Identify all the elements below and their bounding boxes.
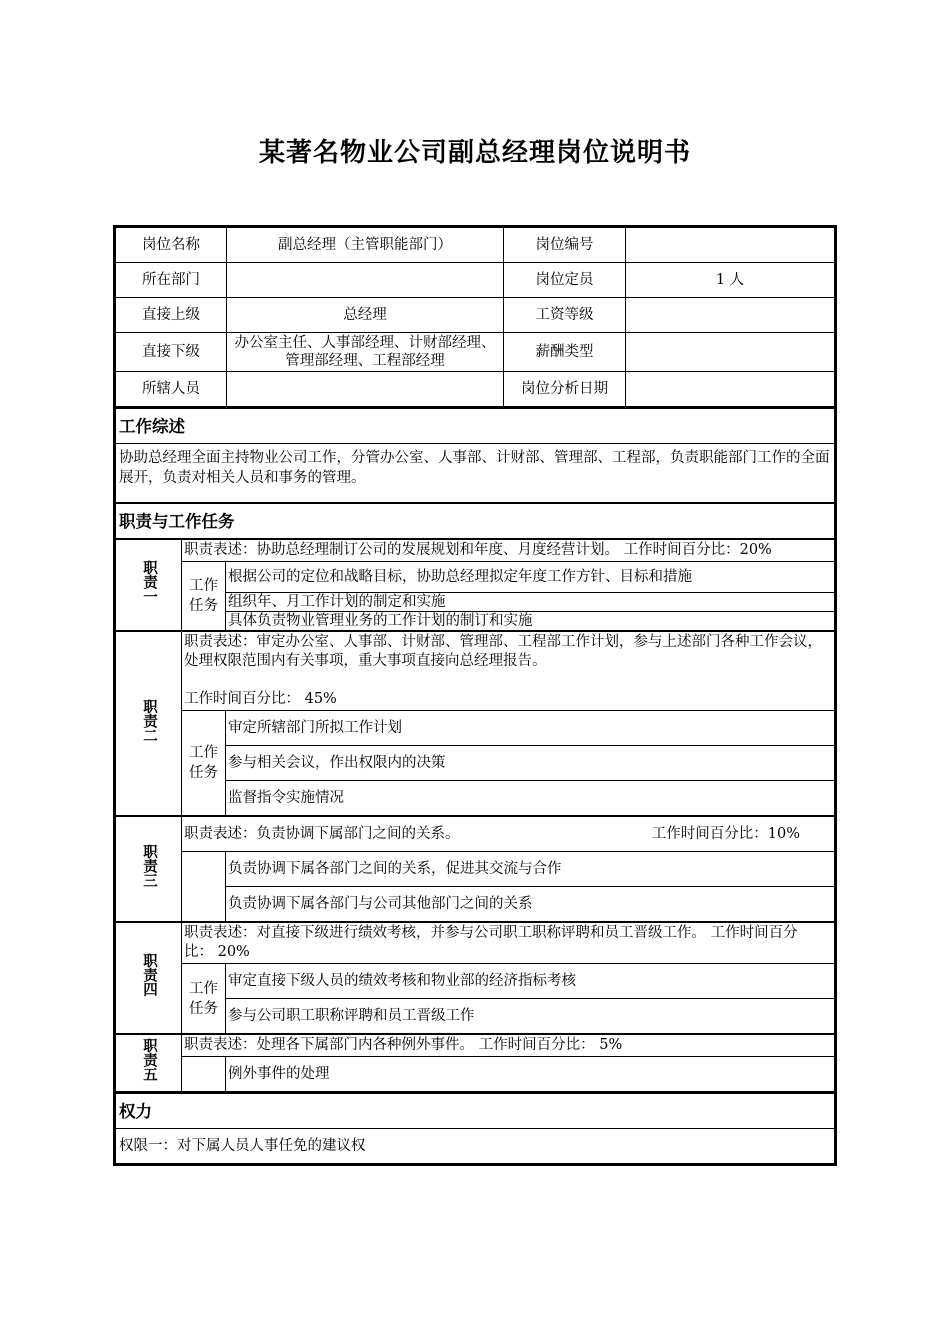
duty-2-time-label: 工作时间百分比：	[184, 691, 300, 707]
subordinates-label: 直接下级	[116, 333, 227, 372]
duty-1-task-label-text: 工作任务	[189, 578, 218, 614]
headcount-label: 岗位定员	[504, 263, 626, 298]
duty-1-desc-text: 职责表述：协助总经理制订公司的发展规划和年度、月度经营计划。	[184, 542, 619, 558]
superior-label: 直接上级	[116, 298, 227, 333]
position-name-value: 副总经理（主管职能部门）	[227, 228, 504, 263]
duty-3-task-2: 负责协调下属各部门与公司其他部门之间的关系	[226, 887, 835, 923]
duty-2-task-3: 监督指令实施情况	[226, 781, 835, 817]
duty-4-task-1: 审定直接下级人员的绩效考核和物业部的经济指标考核	[226, 964, 835, 999]
duty-2-task-label	[182, 711, 226, 817]
duty-1-task-label	[182, 562, 226, 632]
duty-2-label-text: 职责二	[141, 698, 157, 743]
duty-3-task-1: 负责协调下属各部门之间的关系，促进其交流与合作	[226, 852, 835, 887]
duty-5-label-text: 职责五	[141, 1038, 157, 1082]
duty-4-label	[116, 922, 182, 1034]
duty-4-time-label: 工作时间百分比：	[184, 925, 798, 960]
authority-heading: 权力	[116, 1093, 835, 1129]
duty-5-time-label: 工作时间百分比：	[478, 1037, 595, 1053]
duty-2-spacer	[184, 671, 832, 690]
position-name-label: 岗位名称	[116, 228, 227, 263]
salary-grade-label: 工资等级	[504, 298, 626, 333]
duty-3-desc-text: 职责表述：负责协调下属部门之间的关系。	[184, 825, 460, 842]
department-label: 所在部门	[116, 263, 227, 298]
department-value	[227, 263, 504, 298]
analysis-date-value	[626, 372, 835, 407]
analysis-date-label: 岗位分析日期	[504, 372, 626, 407]
duty-1-task-3: 具体负责物业管理业务的工作计划的制订和实施	[226, 612, 835, 632]
duty-2-time-value: 45%	[304, 691, 337, 707]
duty-1-label	[116, 540, 182, 632]
staff-label: 所辖人员	[116, 372, 227, 407]
duty-1-time-value: 20%	[739, 542, 772, 558]
duty-2-task-1: 审定所辖部门所拟工作计划	[226, 711, 835, 746]
duty-2-description	[182, 631, 835, 711]
duty-5-task-label	[182, 1057, 226, 1092]
document-title: 某著名物业公司副总经理岗位说明书	[258, 138, 691, 168]
duty-3-time	[652, 825, 800, 844]
headcount-value: 1 人	[626, 263, 835, 298]
duty-4-task-label	[182, 964, 226, 1035]
duty-5-label	[116, 1034, 182, 1092]
duty-3-label	[116, 816, 182, 922]
duty-5-time-value: 5%	[599, 1037, 623, 1053]
overview-text: 协助总经理全面主持物业公司工作，分管办公室、人事部、计财部、管理部、工程部，负责职能部门工作的全面展开，负责对相关人员和事务的管理。	[116, 444, 835, 504]
duty-1-label-text: 职责一	[141, 560, 157, 604]
duty-1-time-label: 工作时间百分比：	[623, 542, 740, 558]
position-code-label: 岗位编号	[504, 228, 626, 263]
duty-4-task-label-text: 工作任务	[189, 980, 218, 1017]
duty-2-task-label-text: 工作任务	[189, 745, 218, 781]
duty-3-time-value: 10%	[767, 825, 800, 842]
basic-info-table	[115, 227, 835, 407]
superior-value: 总经理	[227, 298, 504, 333]
overview-heading: 工作综述	[116, 408, 835, 444]
duty-4-time-value: 20%	[217, 944, 250, 960]
salary-grade-value	[626, 298, 835, 333]
duty-3-time-label: 工作时间百分比：	[651, 825, 768, 842]
duty-4-description	[182, 922, 835, 964]
duty-4-desc-text: 职责表述：对直接下级进行绩效考核，并参与公司职工职称评聘和员工晋级工作。	[184, 925, 706, 941]
duty-3-description	[182, 816, 835, 852]
duty-2-task-2: 参与相关会议，作出权限内的决策	[226, 746, 835, 781]
duty-3-label-text: 职责三	[141, 844, 157, 888]
duty-4-task-2: 参与公司职工职称评聘和员工晋级工作	[226, 999, 835, 1035]
duties-heading: 职责与工作任务	[116, 503, 835, 539]
overview-table	[115, 407, 835, 539]
duty-1-task-2: 组织年、月工作计划的制定和实施	[226, 593, 835, 612]
duty-1-description	[182, 540, 835, 562]
authority-table	[115, 1092, 835, 1164]
salary-type-label: 薪酬类型	[504, 333, 626, 372]
position-code-value	[626, 228, 835, 263]
duty-2-desc-text: 职责表述：审定办公室、人事部、计财部、管理部、工程部工作计划，参与上述部门各种工作会议，处理权限范围内有关事项，重大事项直接向总经理报告。	[184, 634, 822, 669]
job-description-form	[113, 225, 837, 1166]
salary-type-value	[626, 333, 835, 372]
duty-2-label	[116, 631, 182, 816]
duty-5-task-1: 例外事件的处理	[226, 1057, 835, 1092]
duty-4-label-text: 职责四	[141, 953, 157, 997]
duty-5-desc-text: 职责表述：处理各下属部门内各种例外事件。	[184, 1037, 474, 1053]
duties-table	[115, 539, 835, 1092]
duty-1-task-1: 根据公司的定位和战略目标，协助总经理拟定年度工作方针、目标和措施	[226, 562, 835, 593]
subordinates-value: 办公室主任、人事部经理、计财部经理、管理部经理、工程部经理	[227, 333, 504, 372]
duty-5-description	[182, 1034, 835, 1057]
staff-value	[227, 372, 504, 407]
duty-3-task-label	[182, 852, 226, 923]
authority-item-1: 权限一：对下属人员人事任免的建议权	[116, 1129, 835, 1164]
